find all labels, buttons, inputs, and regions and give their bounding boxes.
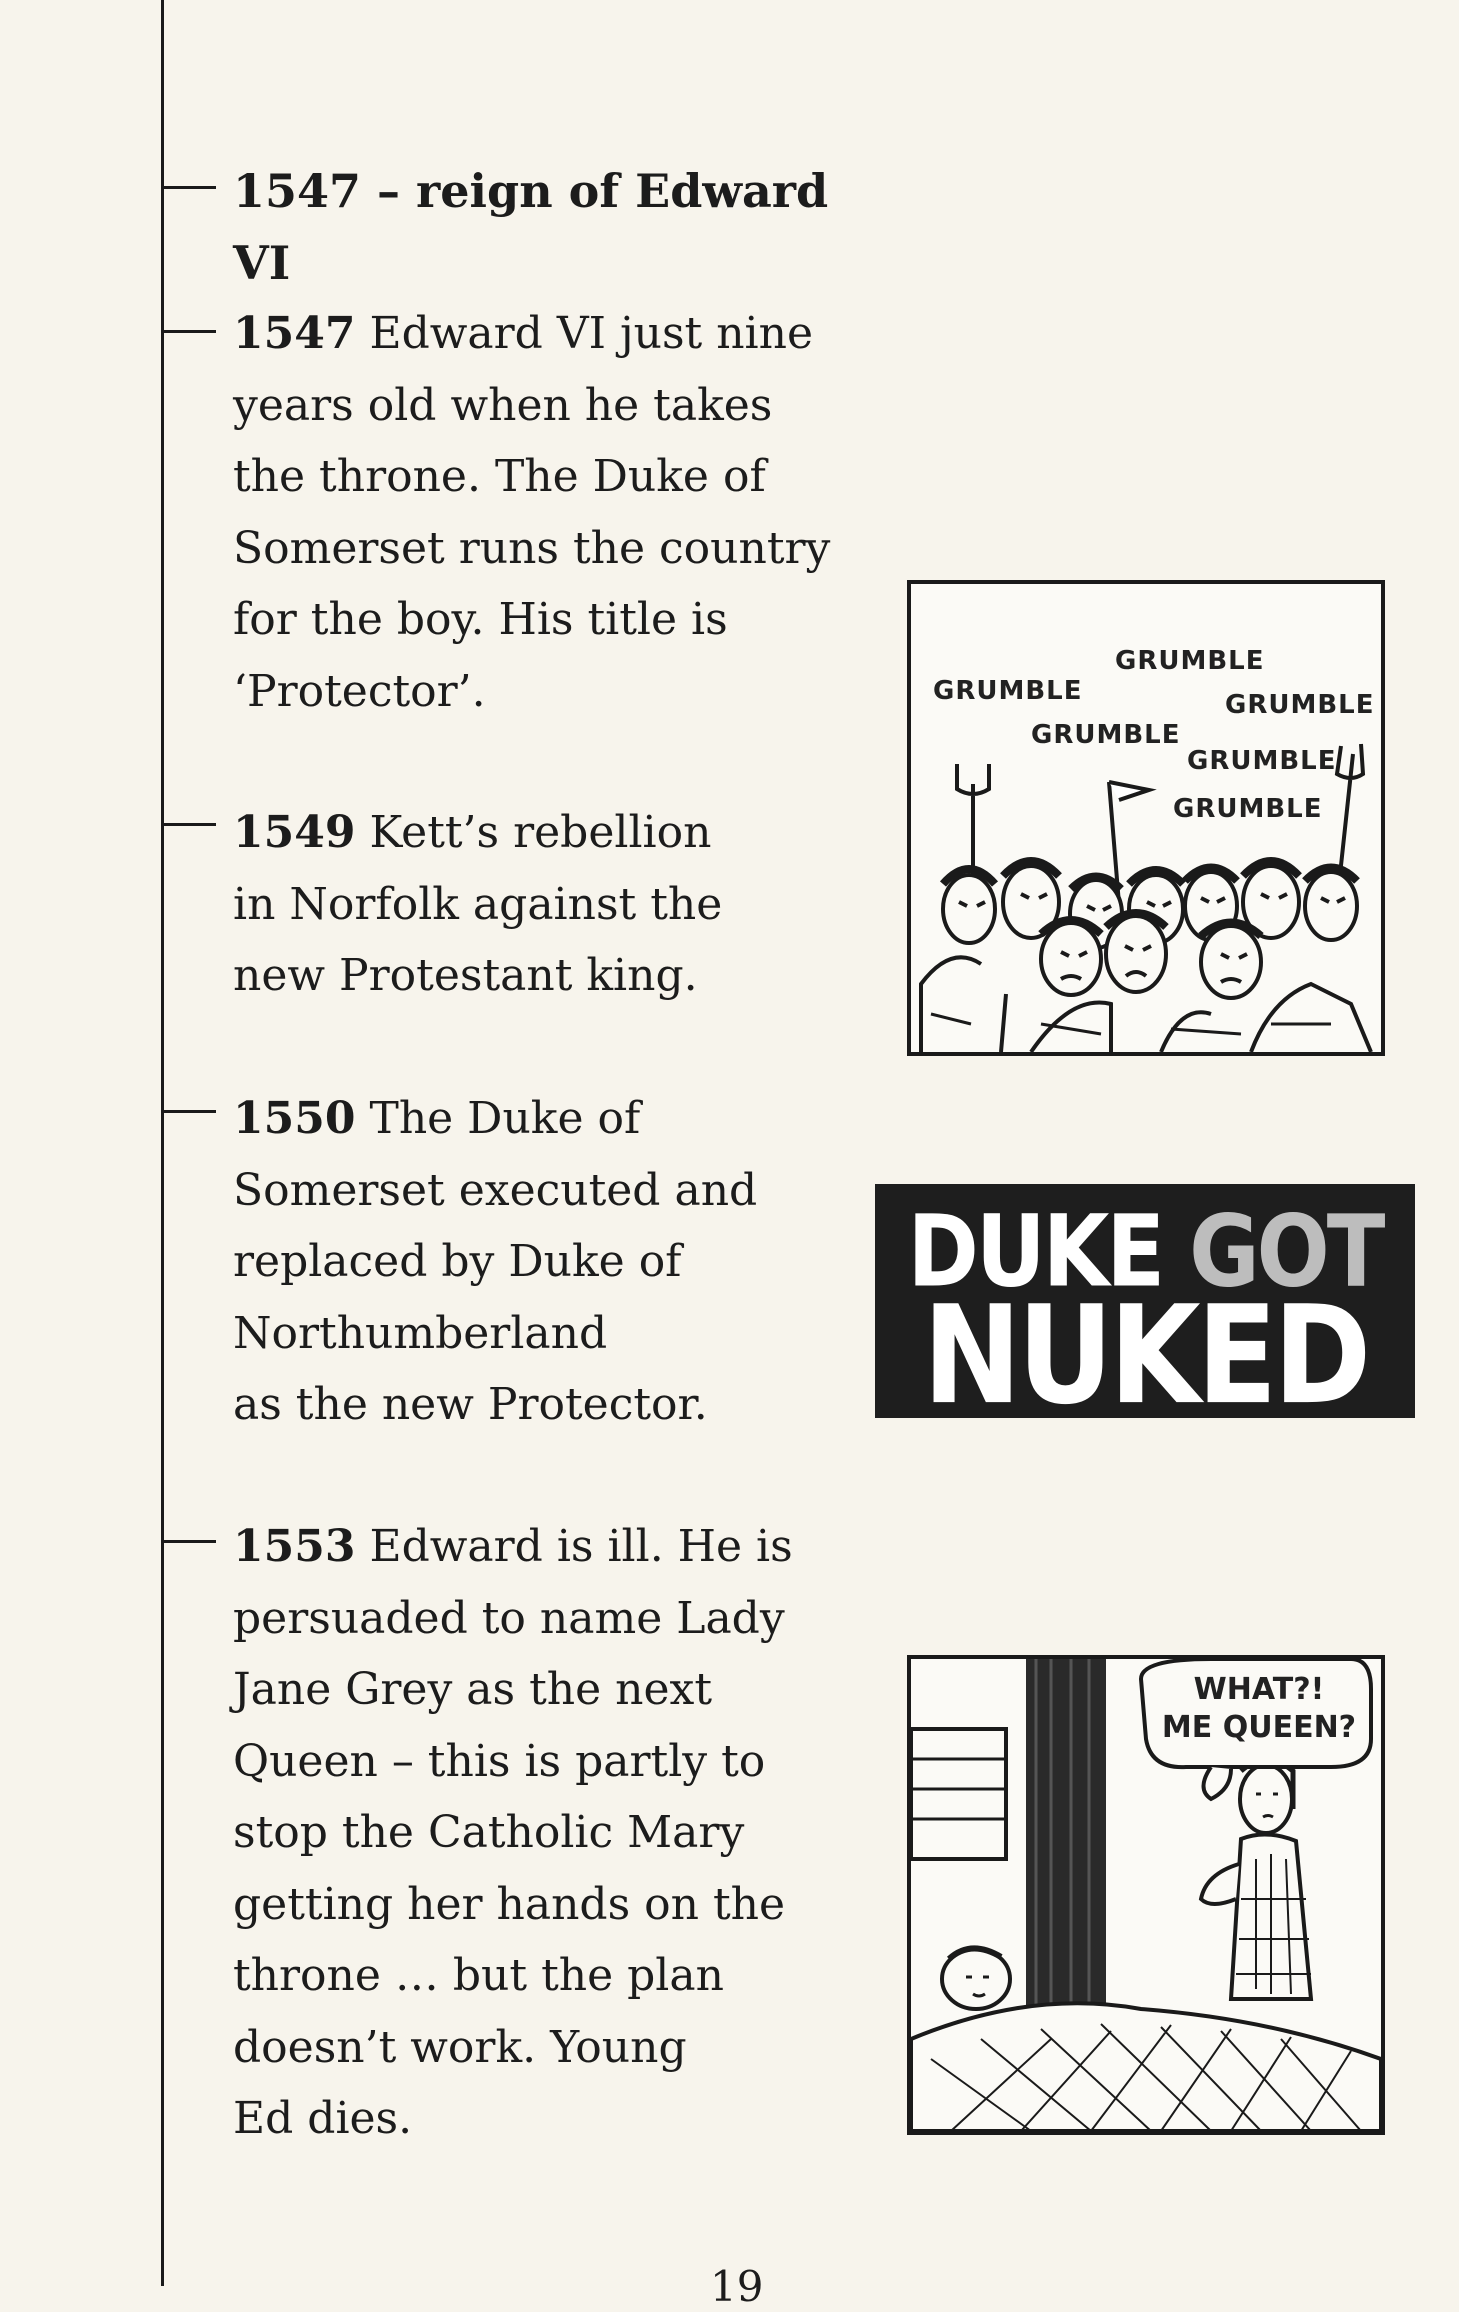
entry-line: new Protestant king. bbox=[233, 950, 698, 1001]
entry-line: in Norfolk against the bbox=[233, 878, 723, 930]
entry-year: 1553 bbox=[233, 1521, 356, 1572]
banner-line-2: NUKED bbox=[922, 1275, 1368, 1435]
entry-line: persuaded to name Lady bbox=[233, 1592, 785, 1644]
grumble-text: GRUMBLE bbox=[1173, 794, 1323, 824]
timeline-line bbox=[161, 0, 164, 2286]
timeline-tick bbox=[161, 186, 216, 189]
entry-line: doesn’t work. Young bbox=[233, 2021, 687, 2073]
entry-line: Jane Grey as the next bbox=[233, 1664, 713, 1715]
speech-line: ME QUEEN? bbox=[1161, 1710, 1357, 1745]
cartoon-crowd-panel bbox=[907, 580, 1385, 1056]
entry-line: throne … but the plan bbox=[233, 1950, 724, 2001]
timeline-heading: 1547 – reign of Edward VI bbox=[233, 164, 829, 290]
timeline-tick bbox=[161, 1540, 216, 1543]
entry-line bbox=[233, 1511, 873, 1583]
entry-year: 1549 bbox=[233, 807, 356, 858]
grumble-text: GRUMBLE bbox=[933, 676, 1083, 706]
timeline-tick bbox=[161, 330, 216, 333]
entry-line: replaced by Duke of bbox=[233, 1236, 682, 1287]
timeline-entry-1553 bbox=[233, 1511, 873, 2155]
crowd-illustration bbox=[911, 584, 1381, 1052]
timeline-tick bbox=[161, 1110, 216, 1113]
grumble-text: GRUMBLE bbox=[1031, 720, 1181, 750]
grumble-text: GRUMBLE bbox=[1187, 746, 1337, 776]
timeline-entry-1550 bbox=[233, 1083, 873, 1441]
cartoon-jane-panel bbox=[907, 1655, 1385, 2135]
timeline-tick bbox=[161, 823, 216, 826]
timeline-entry-1547 bbox=[233, 298, 873, 727]
entry-line: Somerset executed and bbox=[233, 1164, 758, 1216]
entry-text: Edward VI just nine bbox=[369, 308, 813, 359]
banner-word-duke: DUKE bbox=[907, 1194, 1163, 1310]
entry-line: Somerset runs the country bbox=[233, 522, 831, 574]
duke-got-nuked-banner bbox=[875, 1184, 1415, 1435]
entry-line: ‘Protector’. bbox=[233, 665, 486, 717]
banner-word-got: GOT bbox=[1189, 1194, 1383, 1310]
entry-line: Ed dies. bbox=[233, 2093, 413, 2144]
entry-line bbox=[233, 1083, 873, 1155]
entry-text: Kett’s rebellion bbox=[369, 807, 712, 858]
entry-line: getting her hands on the bbox=[233, 1878, 786, 1930]
entry-year: 1547 bbox=[233, 308, 356, 359]
speech-line: WHAT?! bbox=[1193, 1672, 1325, 1707]
entry-line: as the new Protector. bbox=[233, 1379, 708, 1430]
timeline-entry-1549 bbox=[233, 797, 873, 1012]
entry-line bbox=[233, 797, 873, 869]
entry-text: The Duke of bbox=[369, 1093, 641, 1144]
entry-year: 1550 bbox=[233, 1093, 356, 1144]
entry-line: the throne. The Duke of bbox=[233, 451, 766, 502]
page-number: 19 bbox=[710, 2262, 764, 2311]
entry-line: Queen – this is partly to bbox=[233, 1735, 766, 1787]
entry-line: Northumberland bbox=[233, 1307, 608, 1359]
speech-bubble bbox=[1159, 1671, 1359, 1747]
grumble-text: GRUMBLE bbox=[1225, 690, 1375, 720]
entry-text: Edward is ill. He is bbox=[369, 1521, 793, 1572]
entry-line: for the boy. His title is bbox=[233, 594, 728, 645]
entry-line bbox=[233, 298, 873, 370]
entry-line: stop the Catholic Mary bbox=[233, 1807, 745, 1858]
entry-line: years old when he takes bbox=[233, 379, 773, 431]
grumble-text: GRUMBLE bbox=[1115, 646, 1265, 676]
